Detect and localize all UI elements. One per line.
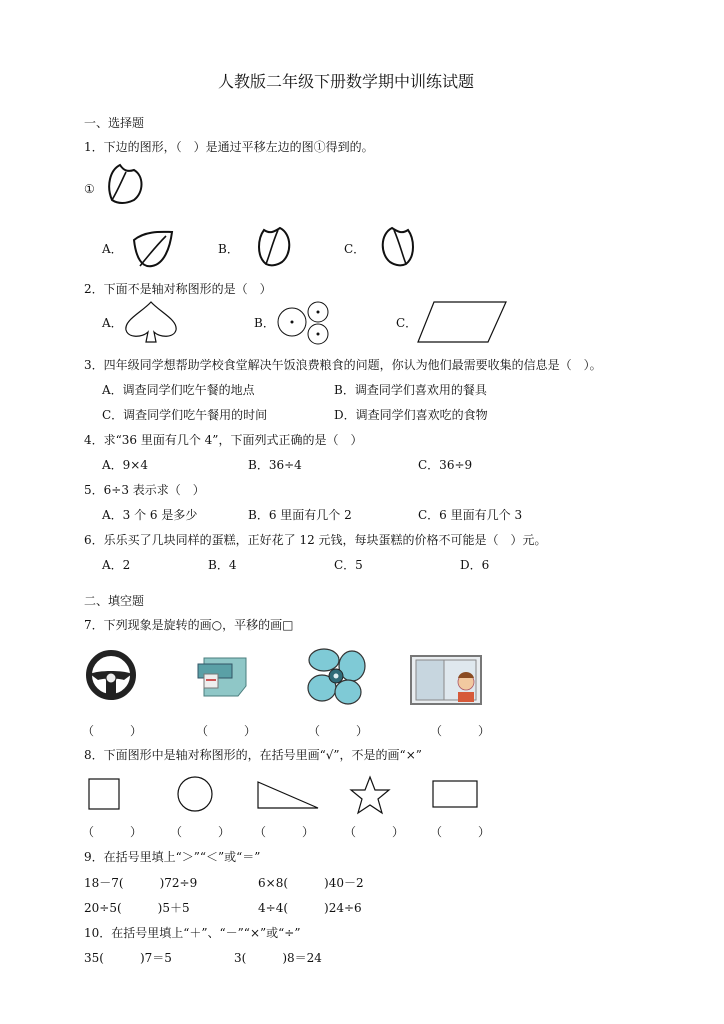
- question-1-option-b[interactable]: B．: [218, 242, 239, 256]
- leaf-option-b-icon: [252, 224, 296, 268]
- question-6-option-c[interactable]: C．5: [334, 558, 363, 572]
- three-circles-icon: [272, 300, 332, 346]
- star-icon: [350, 776, 390, 814]
- q9-item-4[interactable]: 4÷4( )24÷6: [258, 901, 362, 915]
- question-3-text: 3．四年级同学想帮助学校食堂解决午饭浪费粮食的问题，你认为他们最需要收集的信息是（ ）。: [84, 358, 602, 372]
- question-2-option-b[interactable]: B．: [254, 316, 275, 330]
- q10-item-2[interactable]: 3( )8＝24: [234, 951, 322, 965]
- spade-shape-icon: [122, 300, 180, 346]
- q10-item-1[interactable]: 35( )7＝5: [84, 951, 172, 965]
- question-3-option-a[interactable]: A．调查同学们吃午餐的地点: [102, 383, 255, 397]
- leaf-original-icon: [104, 162, 148, 204]
- q7-blank-1[interactable]: （ ）: [82, 724, 143, 738]
- question-3-option-c[interactable]: C．调查同学们吃午餐用的时间: [102, 408, 268, 422]
- circle-icon: [176, 776, 214, 812]
- question-2-option-a[interactable]: A．: [102, 316, 123, 330]
- q8-blank-5[interactable]: （ ）: [430, 825, 491, 839]
- question-5-text: 5．6÷3 表示求（ ）: [84, 483, 205, 497]
- fan-icon: [304, 646, 368, 706]
- drawer-sliding-icon: [196, 656, 248, 698]
- right-triangle-icon: [256, 780, 320, 810]
- steering-wheel-icon: [84, 650, 138, 700]
- question-1-option-c[interactable]: C．: [344, 242, 366, 256]
- q9-item-1[interactable]: 18－7( )72÷9: [84, 876, 198, 890]
- question-10-text: 10．在括号里填上“＋”、“－”“×”或“÷”: [84, 926, 301, 940]
- parallelogram-icon: [416, 300, 508, 344]
- question-2-text: 2．下面不是轴对称图形的是（ ）: [84, 282, 272, 296]
- q8-blank-1[interactable]: （ ）: [82, 825, 143, 839]
- q8-blank-4[interactable]: （ ）: [344, 825, 405, 839]
- question-1-option-a[interactable]: A．: [102, 242, 123, 256]
- original-figure-marker: ①: [84, 182, 95, 196]
- section-heading-fill: 二、填空题: [84, 594, 145, 608]
- q9-item-2[interactable]: 6×8( )40－2: [258, 876, 364, 890]
- question-9-text: 9．在括号里填上“＞”“＜”或“＝”: [84, 850, 261, 864]
- question-6-option-d[interactable]: D．6: [460, 558, 490, 572]
- section-heading-choice: 一、选择题: [84, 116, 145, 130]
- question-4-option-a[interactable]: A．9×4: [102, 458, 148, 472]
- question-6-text: 6．乐乐买了几块同样的蛋糕，正好花了 12 元钱，每块蛋糕的价格不可能是（ ）元。: [84, 533, 547, 547]
- q7-blank-3[interactable]: （ ）: [308, 724, 369, 738]
- window-sliding-icon: [410, 654, 482, 706]
- square-icon: [88, 778, 120, 810]
- q9-item-3[interactable]: 20÷5( )5＋5: [84, 901, 190, 915]
- question-3-option-b[interactable]: B．调查同学们喜欢用的餐具: [334, 383, 487, 397]
- leaf-option-c-icon: [376, 224, 420, 268]
- question-6-option-a[interactable]: A．2: [102, 558, 131, 572]
- rectangle-icon: [432, 780, 478, 808]
- question-2-option-c[interactable]: C．: [396, 316, 418, 330]
- question-5-option-b[interactable]: B．6 里面有几个 2: [248, 508, 352, 522]
- leaf-option-a-icon: [130, 228, 174, 270]
- question-4-option-b[interactable]: B．36÷4: [248, 458, 302, 472]
- page-title: 人教版二年级下册数学期中训练试题: [218, 72, 475, 91]
- question-5-option-c[interactable]: C．6 里面有几个 3: [418, 508, 523, 522]
- q7-blank-2[interactable]: （ ）: [196, 724, 257, 738]
- question-7-text: 7．下列现象是旋转的画○，平移的画□: [84, 618, 294, 632]
- question-1-text: 1．下边的图形，（ ）是通过平移左边的图①得到的。: [84, 140, 374, 154]
- question-6-option-b[interactable]: B．4: [208, 558, 237, 572]
- question-4-text: 4．求“36 里面有几个 4”，下面列式正确的是（ ）: [84, 433, 363, 447]
- question-8-text: 8．下面图形中是轴对称图形的，在括号里画“√”，不是的画“×”: [84, 748, 422, 762]
- q7-blank-4[interactable]: （ ）: [430, 724, 491, 738]
- q8-blank-3[interactable]: （ ）: [254, 825, 315, 839]
- question-5-option-a[interactable]: A．3 个 6 是多少: [102, 508, 198, 522]
- question-4-option-c[interactable]: C．36÷9: [418, 458, 473, 472]
- question-3-option-d[interactable]: D．调查同学们喜欢吃的食物: [334, 408, 488, 422]
- q8-blank-2[interactable]: （ ）: [170, 825, 231, 839]
